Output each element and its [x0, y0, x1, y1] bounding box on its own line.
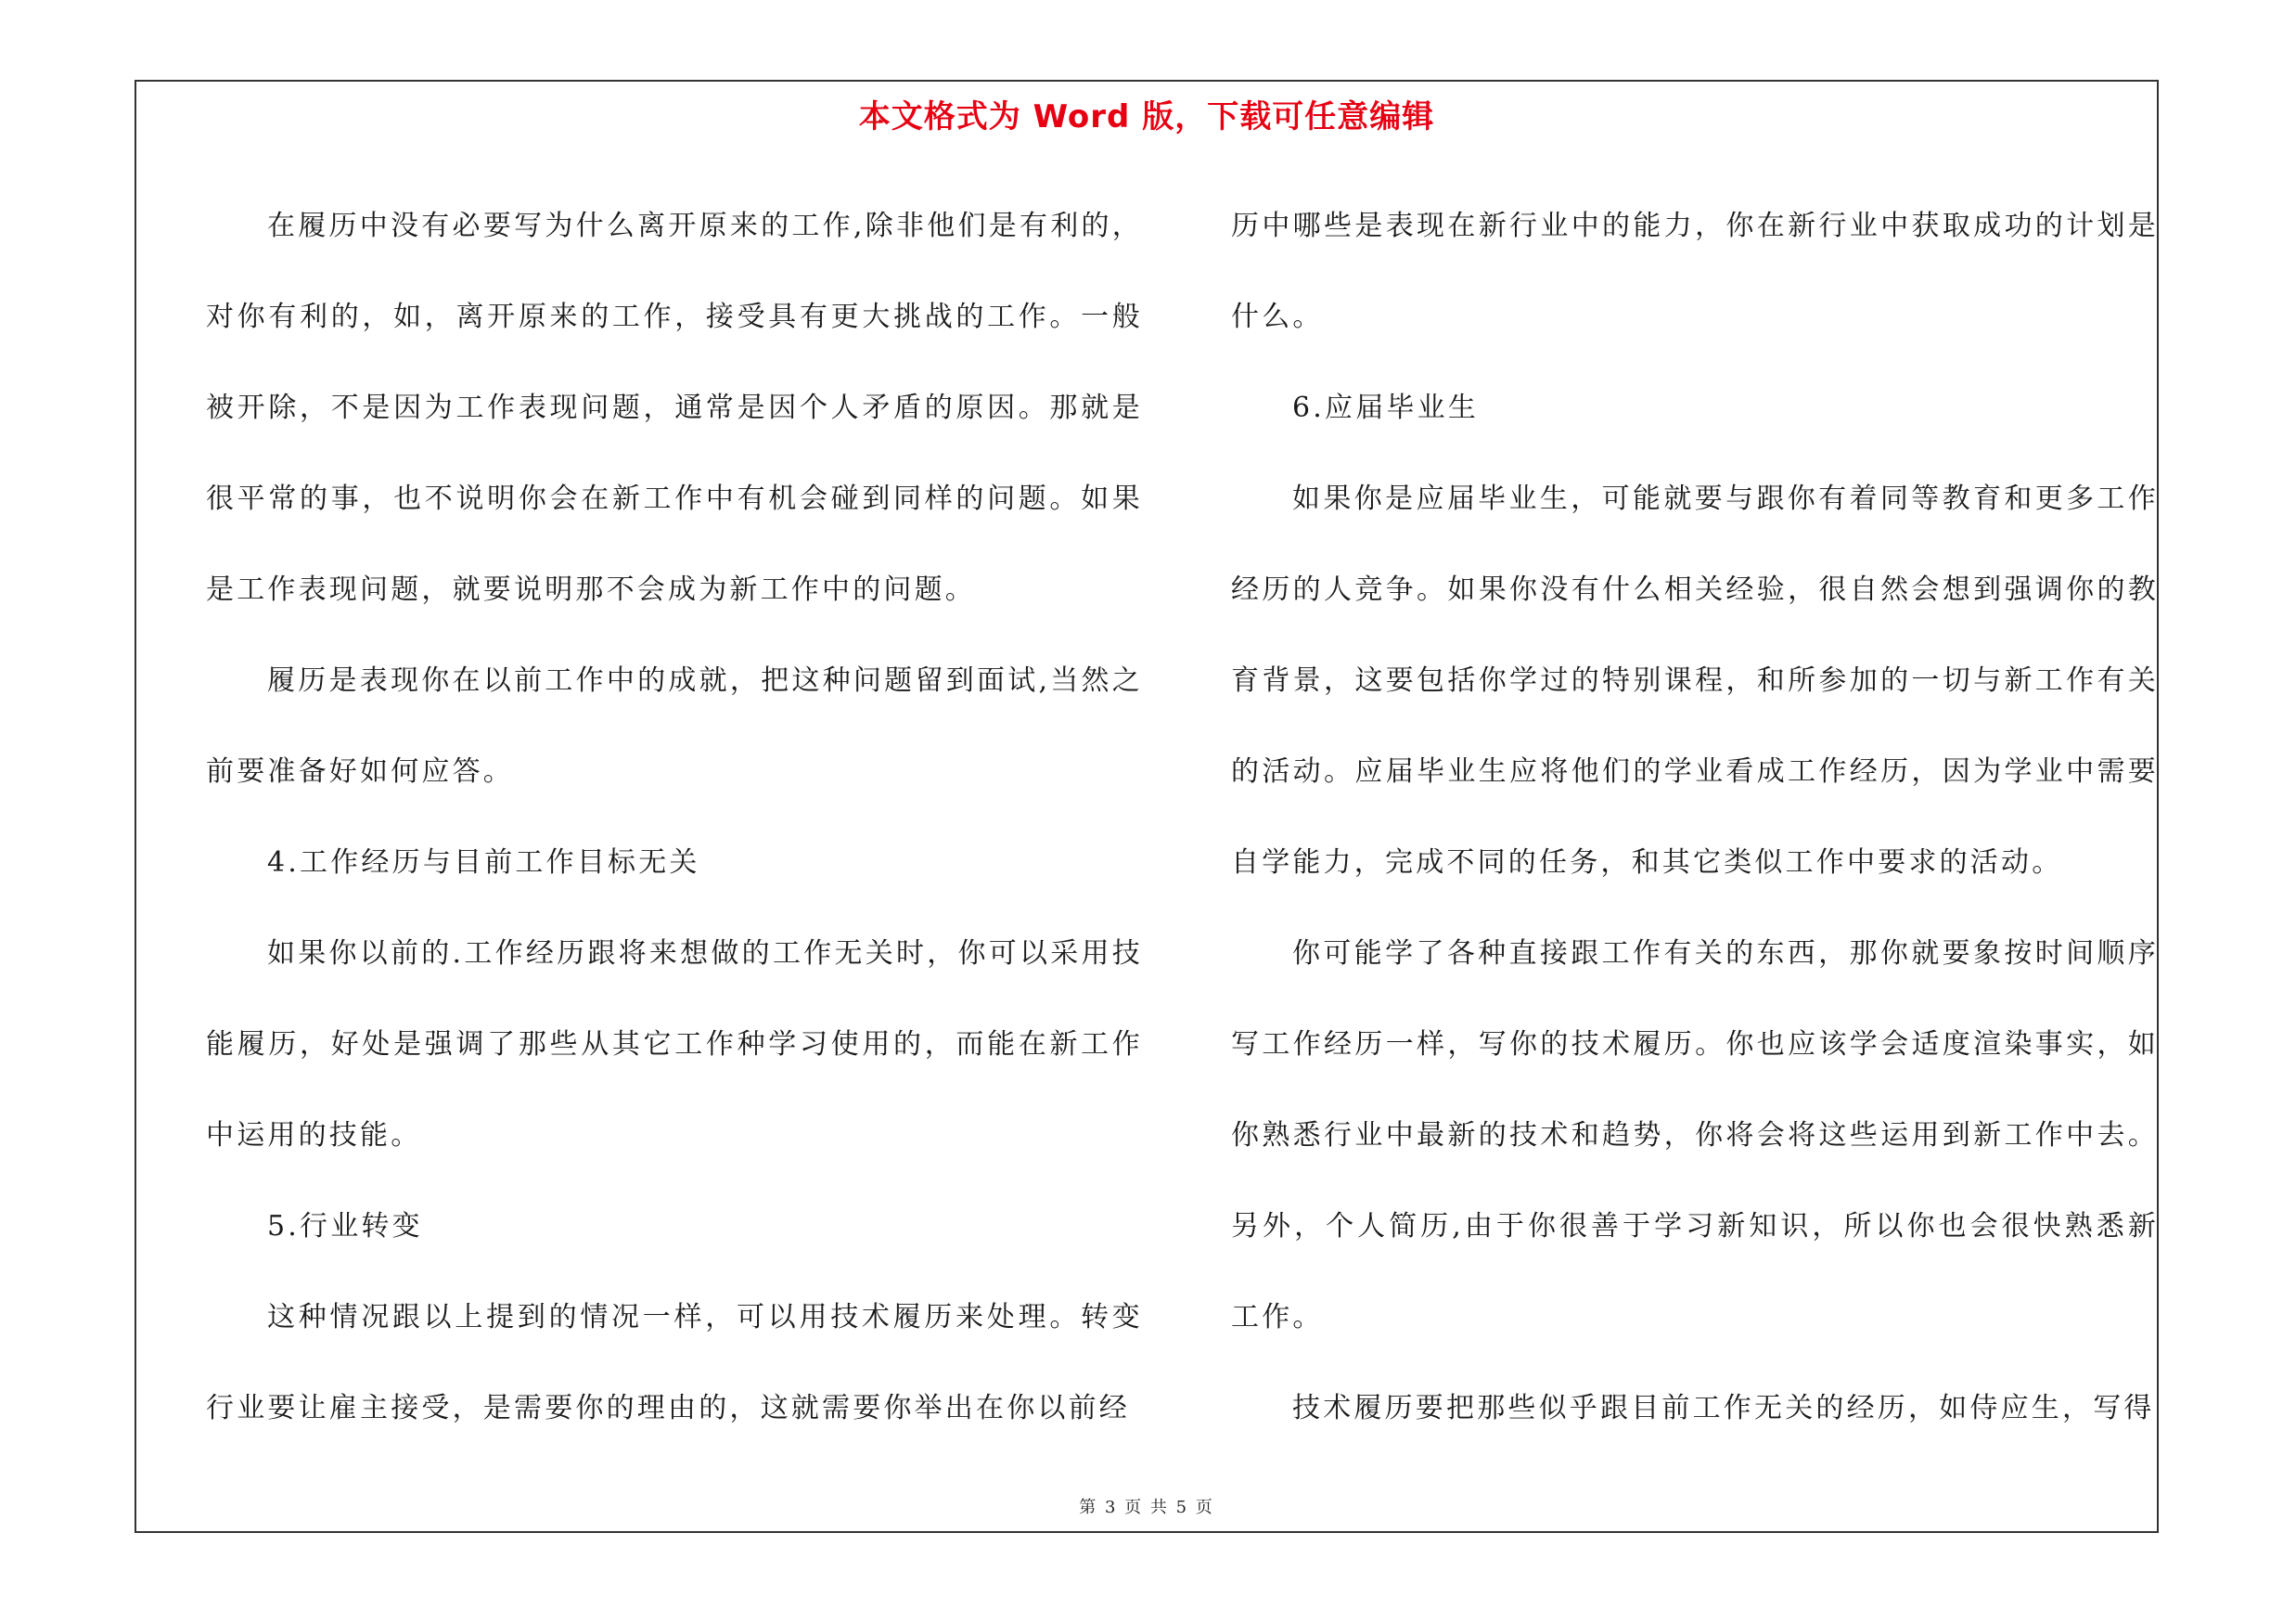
left-column [206, 181, 1143, 1517]
paragraph: 如果你以前的.工作经历跟将来想做的工作无关时，你可以采用技能履历，好处是强调了那些从其它工作种学习使用的，而能在新工作中运用的技能。 [206, 937, 1143, 1152]
page-frame [135, 80, 2159, 1533]
paragraph: 技术履历要把那些似乎跟目前工作无关的经历，如侍应生，写得 [1292, 1392, 2155, 1424]
section-heading: 5.行业转变 [267, 1210, 423, 1243]
format-banner: 本文格式为 Word 版，下载可任意编辑 [858, 98, 1435, 135]
page-number-footer: 第 3 页 共 5 页 [1079, 1498, 1214, 1517]
paragraph: 如果你是应届毕业生，可能就要与跟你有着同等教育和更多工作经历的人竞争。如果你没有什么相关经验，很自然会想到强调你的教育背景，这要包括你学过的特别课程，和所参加的一切与新工作有关的活动。应届毕业生应将他们的学业看成工作经历，因为学业中需要自学能力，完成不同的任务，和其它类似工作中要求的活动。 [1231, 483, 2159, 879]
paragraph: 在履历中没有必要写为什么离开原来的工作,除非他们是有利的，对你有利的，如，离开原来的工作，接受具有更大挑战的工作。一般被开除，不是因为工作表现问题，通常是因个人矛盾的原因。那就是很平常的事，也不说明你会在新工作中有机会碰到同样的问题。如果是工作表现问题，就要说明那不会成为新工作中的问题。 [206, 210, 1143, 606]
paragraph: 你可能学了各种直接跟工作有关的东西，那你就要象按时间顺序写工作经历一样，写你的技术履历。你也应该学会适度渲染事实，如你熟悉行业中最新的技术和趋势，你将会将这些运用到新工作中去。另外，个人简历,由于你很善于学习新知识，所以你也会很快熟悉新工作。 [1231, 937, 2159, 1333]
section-heading: 6.应届毕业生 [1292, 392, 1480, 424]
paragraph: 这种情况跟以上提到的情况一样，可以用技术履历来处理。转变行业要让雇主接受，是需要你的理由的，这就需要你举出在你以前经 [206, 1301, 1143, 1424]
section-heading: 4.工作经历与目前工作目标无关 [267, 846, 700, 879]
paragraph: 履历是表现你在以前工作中的成就，把这种问题留到面试,当然之前要准备好如何应答。 [206, 664, 1143, 788]
right-column [1231, 181, 2159, 1517]
paragraph-continuation: 历中哪些是表现在新行业中的能力，你在新行业中获取成功的计划是什么。 [1231, 210, 2159, 333]
